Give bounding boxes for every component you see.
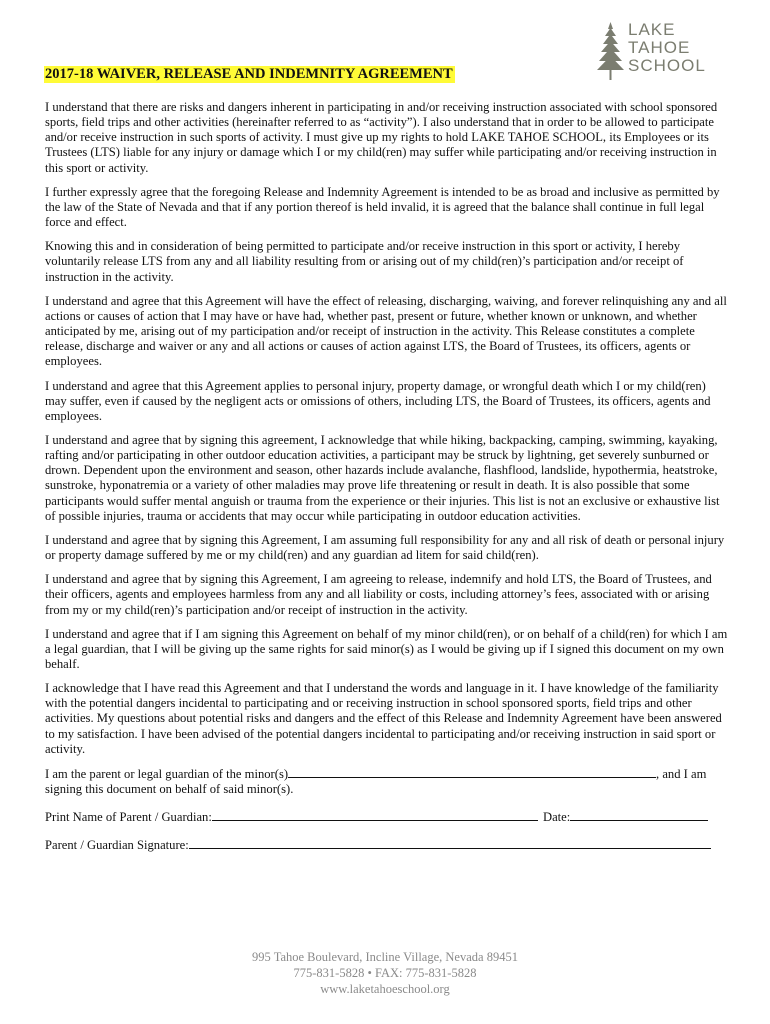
- date-field[interactable]: [570, 809, 708, 821]
- paragraph-broad-release: I further expressly agree that the foregoing Release and Indemnity Agreement is intended to be as broad and inclusive as permitted by the law of the State of Nevada and that if any portion thereof is held invalid, it is agreed that the balance shall continue in full legal force and effect.: [45, 184, 720, 230]
- signature-label: Parent / Guardian Signature:: [45, 838, 189, 853]
- signature-field[interactable]: [189, 837, 711, 849]
- footer-address: 995 Tahoe Boulevard, Incline Village, Nevada 89451: [252, 950, 518, 964]
- guardian-statement: [45, 766, 728, 797]
- paragraph-on-behalf: I understand and agree that if I am signing this Agreement on behalf of my minor child(ren), or on behalf of a child(ren) for which I am a legal guardian, that I will be giving up the same rights for said minor(s) as I would be giving up if I signed this document on my own behalf.: [45, 626, 728, 671]
- guardian-statement-prefix: I am the parent or legal guardian of the minor(s): [45, 766, 289, 781]
- paragraph-assumption-of-risk: I understand and agree that by signing this Agreement, I am assuming full responsibility for any and all risk of death or personal injury or property damage suffered by me or my child(ren) and any guardian ad litem for said child(ren).: [45, 532, 725, 563]
- minor-names-field[interactable]: [288, 766, 656, 778]
- paragraph-risks: I understand that there are risks and dangers inherent in participating in and/or receiving instruction associated with school sponsored sports, field trips and other activities (hereinafter referred to as “activity”). I also understand that in order to be allowed to participate and/or receive instruction in such sports of activity. I must give up my rights to hold LAKE TAHOE SCHOOL, its Employees or its Trustees (LTS) liable for any injury or damage which I or my child(ren) may suffer while participating and/or receiving instruction in this sport or activity.: [45, 100, 718, 175]
- logo-wordmark: [628, 21, 706, 75]
- paragraph-acknowledgement: I acknowledge that I have read this Agreement and that I understand the words and language in it. I have knowledge of the familiarity with the potential dangers incidental to participating and or receiving instruction in school sponsored sports, field trips and other activities. My questions about potential risks and dangers and the effect of this Release and Indemnity Agreement have been answered to my satisfaction. I have been advised of the potential dangers incidental to participating and/or receiving instruction in said sport or activity.: [45, 681, 722, 756]
- paragraph-indemnify: I understand and agree that by signing this Agreement, I am agreeing to release, indemnify and hold LTS, the Board of Trustees, and their officers, agents and employees harmless from any and all liability or costs, including attorney’s fees, associated with or arising from my or my child(ren)’s participation and/or receipt of instruction in the activity.: [45, 572, 712, 617]
- school-logo: [596, 20, 726, 80]
- logo-line-3: SCHOOL: [628, 56, 706, 75]
- agreement-body: [45, 100, 728, 866]
- date-label: Date:: [542, 810, 571, 825]
- paragraph-consideration: Knowing this and in consideration of being permitted to participate and/or receive instruction in this sport or activity, I hereby voluntarily release LTS from any and all liability resulting from or arising out of my child(ren)’s participation and/or receipt of instruction in the activity.: [45, 239, 684, 284]
- footer-phone-fax: 775-831-5828 • FAX: 775-831-5828: [293, 966, 477, 980]
- pine-tree-icon: [596, 20, 626, 80]
- logo-line-1: LAKE: [628, 20, 676, 39]
- signature-row: [45, 837, 728, 853]
- paragraph-outdoor-hazards: I understand and agree that by signing this agreement, I acknowledge that while hiking, backpacking, camping, swimming, kayaking, rafting and/or participating in other outdoor education activities, a participant may be struck by lightning, get severely sunburned or drown. Dependent upon the environment and season, other hazards include avalanche, flashflood, landslide, hypothermia, heatstroke, sunstroke, hyponatremia or a variety of other maladies may prove life threatening or result in death. It is also possible that some participants would suffer mental anguish or trauma from the experience or their injuries. This list is not an exclusive or exhaustive list of possible injuries, trauma or accidents that may occur while participating in outdoor education activities.: [45, 432, 720, 523]
- print-name-row: [45, 809, 728, 825]
- document-title: 2017-18 WAIVER, RELEASE AND INDEMNITY AGREEMENT: [45, 66, 453, 82]
- footer-website: www.laketahoeschool.org: [320, 982, 450, 996]
- logo-line-2: TAHOE: [628, 38, 691, 57]
- paragraph-scope: I understand and agree that this Agreement applies to personal injury, property damage, or wrongful death which I or my child(ren) may suffer, even if caused by the negligent acts or omissions of others, including LTS, the Board of Trustees, its officers, agents and employees.: [45, 378, 711, 423]
- footer: [0, 949, 770, 997]
- guardian-statement-continuation: signing this document on behalf of said minor(s).: [45, 782, 294, 797]
- print-name-field[interactable]: [212, 809, 538, 821]
- guardian-statement-suffix: , and I am: [656, 766, 707, 781]
- paragraph-release-effect: I understand and agree that this Agreement will have the effect of releasing, discharging, waiving, and forever relinquishing any and all actions or causes of action that I may have or have had, whether past, present or future, whether known or unknown, and whether anticipated by me, arising out of my participation and/or receipt of instruction in the activity. This Release constitutes a complete release, discharge and waiver or any and all actions or causes of action against LTS, the Board of Trustees, its officers, agents or employees.: [45, 293, 727, 369]
- print-name-label: Print Name of Parent / Guardian:: [45, 810, 212, 825]
